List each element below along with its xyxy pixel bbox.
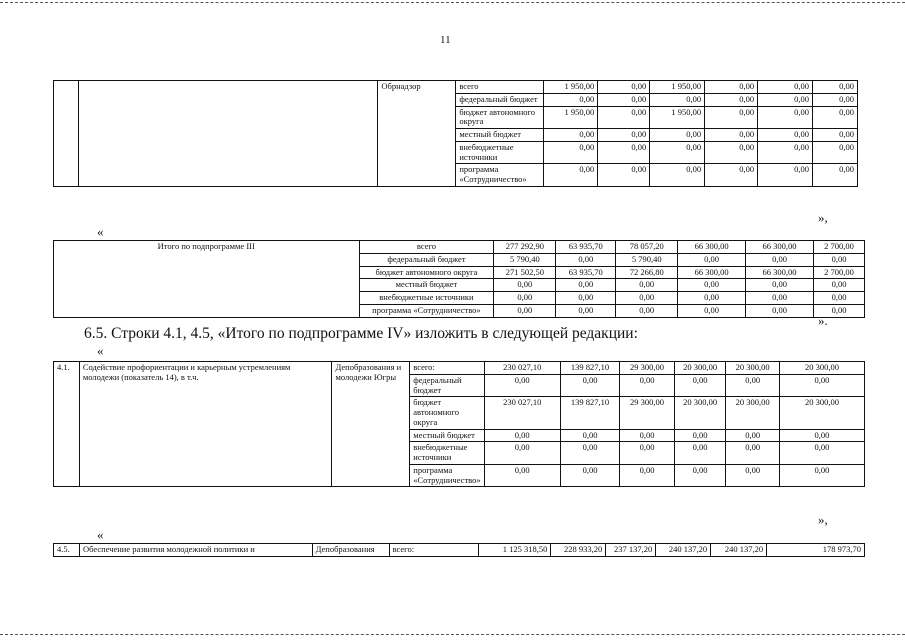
value-cell: 0,00 [674, 429, 726, 442]
value-cell: 0,00 [779, 374, 864, 397]
funding-source: федеральный бюджет [456, 93, 544, 106]
value-cell: 0,00 [705, 81, 758, 94]
funding-source: бюджет автономного округа [456, 106, 544, 129]
value-cell: 72 266,80 [616, 266, 678, 279]
value-cell: 0,00 [674, 464, 726, 487]
value-cell: 0,00 [678, 253, 746, 266]
executor: Обрнадзор [378, 81, 456, 187]
close-quote-3: », [818, 512, 828, 527]
row-number-cell [54, 81, 79, 187]
value-cell: 0,00 [556, 279, 616, 292]
value-cell: 0,00 [556, 253, 616, 266]
scan-edge-top [0, 2, 905, 4]
value-cell: 0,00 [746, 292, 814, 305]
value-cell: 0,00 [616, 279, 678, 292]
value-cell: 0,00 [620, 429, 675, 442]
value-cell: 0,00 [746, 253, 814, 266]
measure-name-cell [78, 81, 377, 187]
open-quote-3: « [97, 527, 104, 542]
value-cell: 20 300,00 [674, 362, 726, 375]
value-cell: 0,00 [812, 164, 857, 187]
value-cell: 0,00 [758, 129, 813, 142]
table-row [54, 241, 865, 254]
value-cell: 63 935,70 [556, 266, 616, 279]
funding-source: всего: [410, 362, 484, 375]
value-cell: 0,00 [544, 93, 598, 106]
value-cell: 0,00 [678, 292, 746, 305]
value-cell: 0,00 [494, 304, 556, 317]
open-quote-2: « [97, 343, 104, 358]
table-row [54, 81, 858, 94]
value-cell: 0,00 [620, 374, 675, 397]
value-cell: 0,00 [758, 164, 813, 187]
table-row [54, 544, 865, 557]
value-cell: 237 137,20 [606, 544, 656, 557]
close-quote-1: », [818, 210, 828, 225]
funding-source: программа «Сотрудничество» [456, 164, 544, 187]
section-heading: 6.5. Строки 4.1, 4.5, «Итого по подпрограмме IV» изложить в следующей редакции: [84, 325, 638, 342]
funding-source: бюджет автономного округа [359, 266, 494, 279]
value-cell: 0,00 [812, 93, 857, 106]
value-cell: 0,00 [560, 429, 619, 442]
value-cell: 66 300,00 [746, 241, 814, 254]
scan-edge-bottom [0, 634, 905, 636]
value-cell: 2 700,00 [814, 241, 865, 254]
value-cell: 20 300,00 [779, 362, 864, 375]
funding-source: программа «Сотрудничество» [359, 304, 494, 317]
measure-name: Содействие профориентации и карьерным устремлениям молодежи (показатель 14), в т.ч. [79, 362, 332, 487]
funding-source: местный бюджет [410, 429, 484, 442]
table-row [54, 362, 865, 375]
funding-source: внебюджетные источники [410, 442, 484, 465]
page-number: 11 [440, 34, 451, 46]
value-cell: 5 790,40 [616, 253, 678, 266]
value-cell: 5 790,40 [494, 253, 556, 266]
value-cell: 0,00 [814, 292, 865, 305]
value-cell: 0,00 [494, 292, 556, 305]
funding-source: бюджет автономного округа [410, 397, 484, 429]
value-cell: 20 300,00 [779, 397, 864, 429]
value-cell: 0,00 [616, 292, 678, 305]
value-cell: 0,00 [650, 164, 705, 187]
value-cell: 0,00 [494, 279, 556, 292]
funding-source: всего [359, 241, 494, 254]
value-cell: 277 292,90 [494, 241, 556, 254]
value-cell: 0,00 [484, 374, 560, 397]
value-cell: 0,00 [705, 129, 758, 142]
value-cell: 0,00 [746, 304, 814, 317]
value-cell: 0,00 [560, 464, 619, 487]
value-cell: 0,00 [556, 304, 616, 317]
value-cell: 0,00 [779, 442, 864, 465]
value-cell: 1 950,00 [544, 81, 598, 94]
value-cell: 271 502,50 [494, 266, 556, 279]
value-cell: 0,00 [758, 106, 813, 129]
funding-source: федеральный бюджет [410, 374, 484, 397]
funding-source: всего: [389, 544, 479, 557]
value-cell: 0,00 [705, 164, 758, 187]
open-quote-1: « [97, 224, 104, 239]
table-row-4-5 [53, 543, 865, 557]
value-cell: 1 125 318,50 [479, 544, 551, 557]
value-cell: 178 973,70 [767, 544, 865, 557]
value-cell: 20 300,00 [726, 397, 780, 429]
value-cell: 0,00 [705, 93, 758, 106]
value-cell: 0,00 [556, 292, 616, 305]
value-cell: 66 300,00 [678, 241, 746, 254]
value-cell: 0,00 [598, 81, 650, 94]
value-cell: 0,00 [758, 141, 813, 164]
value-cell: 0,00 [812, 129, 857, 142]
value-cell: 230 027,10 [484, 397, 560, 429]
value-cell: 0,00 [616, 304, 678, 317]
value-cell: 0,00 [779, 464, 864, 487]
value-cell: 0,00 [598, 164, 650, 187]
value-cell: 0,00 [705, 141, 758, 164]
value-cell: 0,00 [746, 279, 814, 292]
row-number: 4.1. [54, 362, 80, 487]
funding-source: местный бюджет [359, 279, 494, 292]
value-cell: 0,00 [544, 141, 598, 164]
value-cell: 0,00 [726, 429, 780, 442]
value-cell: 0,00 [812, 81, 857, 94]
value-cell: 0,00 [598, 129, 650, 142]
value-cell: 20 300,00 [726, 362, 780, 375]
value-cell: 0,00 [650, 141, 705, 164]
value-cell: 0,00 [814, 279, 865, 292]
value-cell: 0,00 [674, 442, 726, 465]
value-cell: 0,00 [650, 93, 705, 106]
value-cell: 139 827,10 [560, 397, 619, 429]
funding-source: федеральный бюджет [359, 253, 494, 266]
value-cell: 20 300,00 [674, 397, 726, 429]
close-quote-2: ». [818, 313, 828, 328]
funding-source: всего [456, 81, 544, 94]
value-cell: 0,00 [678, 304, 746, 317]
table-obrnadzor [53, 80, 858, 187]
value-cell: 0,00 [674, 374, 726, 397]
value-cell: 0,00 [812, 141, 857, 164]
value-cell: 0,00 [814, 304, 865, 317]
value-cell: 78 057,20 [616, 241, 678, 254]
measure-name: Обеспечение развития молодежной политики и [79, 544, 312, 557]
value-cell: 0,00 [726, 374, 780, 397]
funding-source: внебюджетные источники [456, 141, 544, 164]
value-cell: 66 300,00 [678, 266, 746, 279]
value-cell: 0,00 [726, 442, 780, 465]
table-row-4-1 [53, 361, 865, 487]
value-cell: 0,00 [726, 464, 780, 487]
value-cell: 0,00 [484, 429, 560, 442]
value-cell: 139 827,10 [560, 362, 619, 375]
value-cell: 0,00 [620, 464, 675, 487]
value-cell: 0,00 [598, 141, 650, 164]
value-cell: 1 950,00 [544, 106, 598, 129]
value-cell: 0,00 [705, 106, 758, 129]
value-cell: 0,00 [484, 442, 560, 465]
value-cell: 228 933,20 [551, 544, 606, 557]
funding-source: местный бюджет [456, 129, 544, 142]
value-cell: 29 300,00 [620, 397, 675, 429]
value-cell: 0,00 [650, 129, 705, 142]
value-cell: 0,00 [560, 374, 619, 397]
executor: Депобразования [312, 544, 389, 557]
value-cell: 0,00 [598, 106, 650, 129]
value-cell: 63 935,70 [556, 241, 616, 254]
funding-source: внебюджетные источники [359, 292, 494, 305]
row-number: 4.5. [54, 544, 80, 557]
value-cell: 0,00 [758, 93, 813, 106]
value-cell: 0,00 [560, 442, 619, 465]
value-cell: 1 950,00 [650, 106, 705, 129]
value-cell: 240 137,20 [711, 544, 767, 557]
value-cell: 0,00 [544, 129, 598, 142]
value-cell: 0,00 [779, 429, 864, 442]
value-cell: 240 137,20 [656, 544, 711, 557]
total-title: Итого по подпрограмме III [54, 241, 360, 318]
table-total-subprogram-3 [53, 240, 865, 318]
value-cell: 0,00 [544, 164, 598, 187]
value-cell: 1 950,00 [650, 81, 705, 94]
funding-source: программа «Сотрудничество» [410, 464, 484, 487]
value-cell: 0,00 [812, 106, 857, 129]
value-cell: 230 027,10 [484, 362, 560, 375]
executor: Депобразования и молодежи Югры [332, 362, 410, 487]
value-cell: 2 700,00 [814, 266, 865, 279]
value-cell: 0,00 [678, 279, 746, 292]
value-cell: 66 300,00 [746, 266, 814, 279]
value-cell: 0,00 [620, 442, 675, 465]
value-cell: 0,00 [758, 81, 813, 94]
value-cell: 0,00 [484, 464, 560, 487]
value-cell: 29 300,00 [620, 362, 675, 375]
value-cell: 0,00 [814, 253, 865, 266]
value-cell: 0,00 [598, 93, 650, 106]
